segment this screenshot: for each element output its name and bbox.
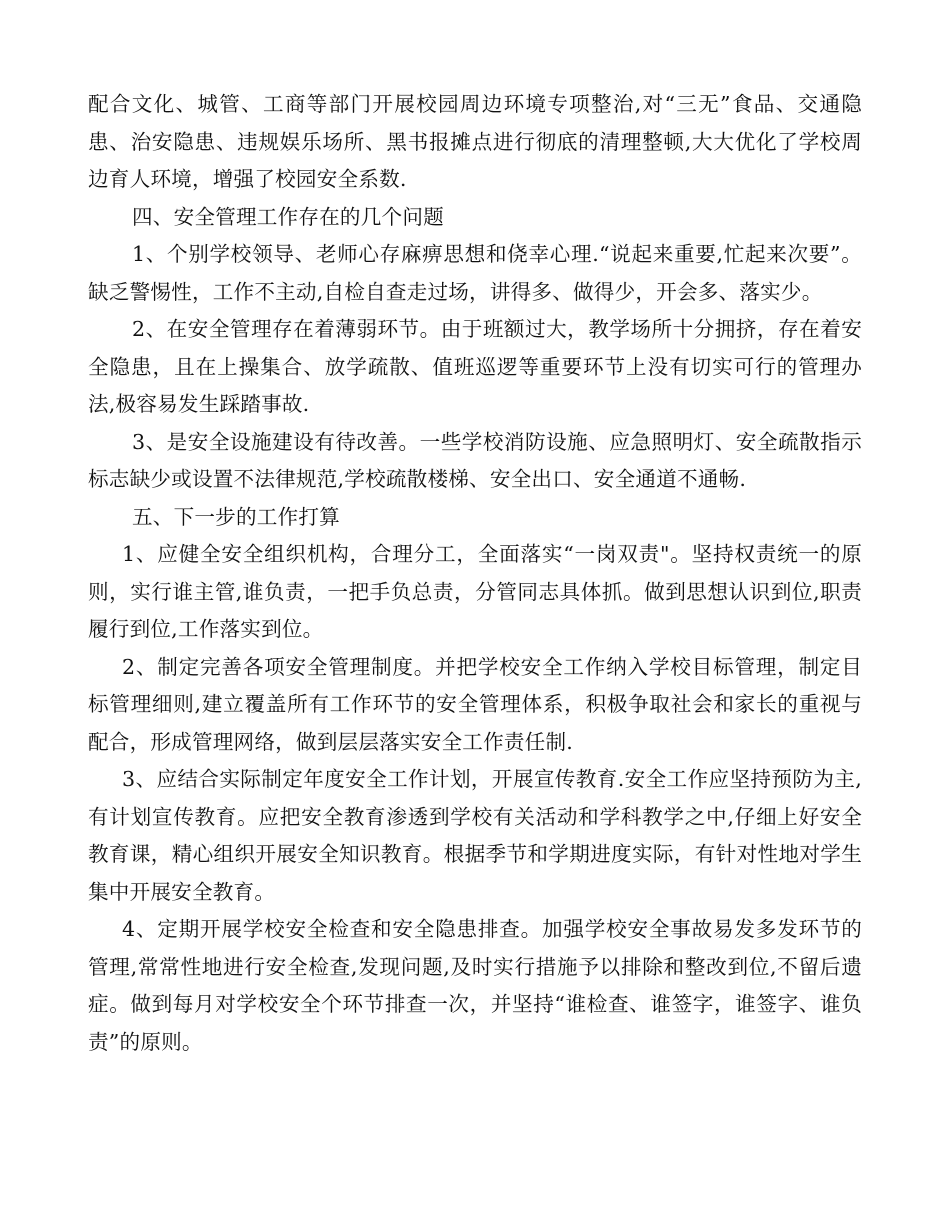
paragraph-5-4: 4、定期开展学校安全检查和安全隐患排查。加强学校安全事故易发多发环节的管理,常常性地进行安全检查,发现问题,及时实行措施予以排除和整改到位,不留后遗症。做到每月对学校安全个环节排查一次，并坚持“谁检查、谁签字，谁签字、谁负责”的原则。 (88, 917, 862, 1054)
paragraph-5-3: 3、应结合实际制定年度安全工作计划，开展宣传教育.安全工作应坚持预防为主,有计划宣传教育。应把安全教育渗透到学校有关活动和学科教学之中,仔细上好安全教育课，精心组织开展安全知识教育。根据季节和学期进度实际，有针对性地对学生集中开展安全教育。 (88, 767, 862, 904)
paragraph-5-2: 2、制定完善各项安全管理制度。并把学校安全工作纳入学校目标管理，制定目标管理细则,建立覆盖所有工作环节的安全管理体系，积极争取社会和家长的重视与配合，形成管理网络，做到层层落实安全工作责任制. (88, 654, 862, 754)
paragraph-continued: 配合文化、城管、工商等部门开展校园周边环境专项整治,对“三无”食品、交通隐患、治安隐患、违规娱乐场所、黑书报摊点进行彻底的清理整顿,大大优化了学校周边育人环境，增强了校园安全系数. (88, 92, 862, 191)
paragraph-4-2: 2、在安全管理存在着薄弱环节。由于班额过大，教学场所十分拥挤，存在着安全隐患，且在上操集合、放学疏散、值班巡逻等重要环节上没有切实可行的管理办法,极容易发生踩踏事故. (88, 317, 862, 416)
section-heading-4: 四、安全管理工作存在的几个问题 (132, 204, 444, 229)
section-heading-5: 五、下一步的工作打算 (132, 504, 340, 529)
paragraph-5-1: 1、应健全安全组织机构，合理分工，全面落实“一岗双责"。坚持权责统一的原则，实行谁主管,谁负责，一把手负总责，分管同志具体抓。做到思想认识到位,职责履行到位,工作落实到位。 (88, 542, 862, 641)
paragraph-4-3: 3、是安全设施建设有待改善。一些学校消防设施、应急照明灯、安全疏散指示标志缺少或设置不法律规范,学校疏散楼梯、安全出口、安全通道不通畅. (88, 429, 862, 491)
paragraph-4-1: 1、个别学校领导、老师心存麻痹思想和侥幸心理.“说起来重要,忙起来次要”。缺乏警惕性，工作不主动,自检自查走过场，讲得多、做得少，开会多、落实少。 (88, 242, 862, 304)
